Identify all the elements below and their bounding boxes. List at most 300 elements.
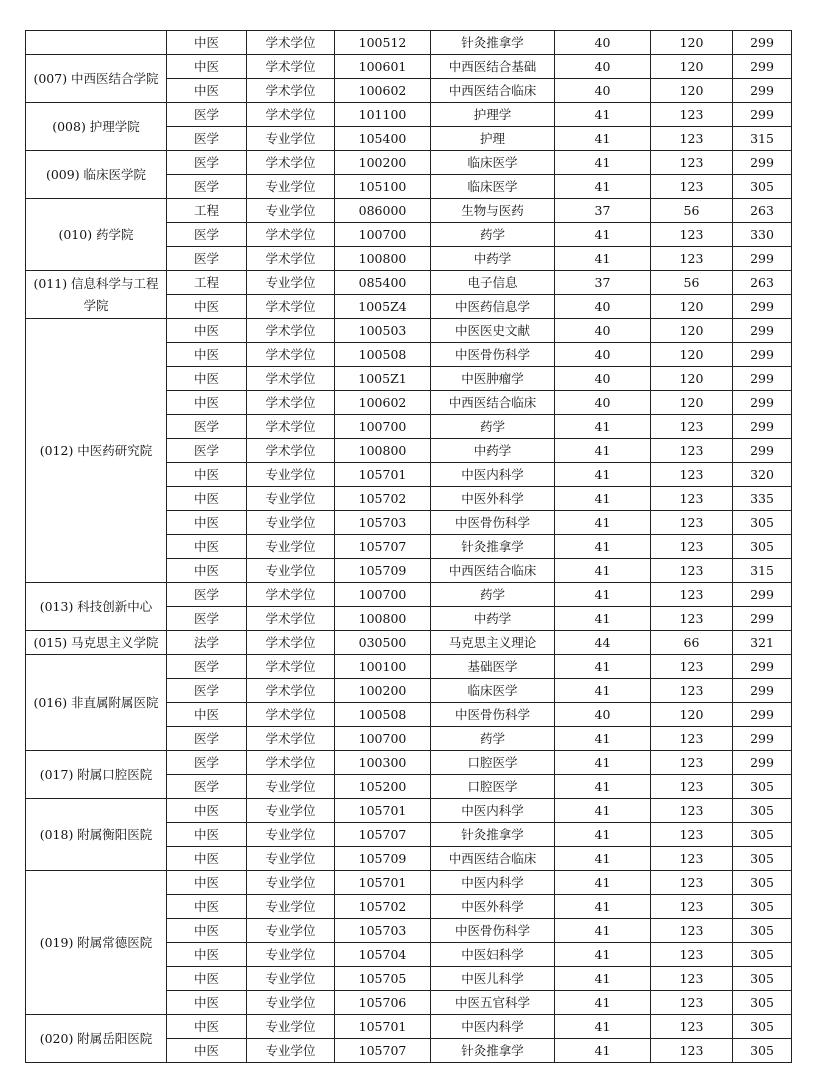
college-cell: (012) 中医药研究院 (26, 319, 167, 583)
total-score-cell: 299 (733, 679, 792, 703)
discipline-category-cell: 中医 (167, 295, 247, 319)
discipline-category-cell: 中医 (167, 463, 247, 487)
discipline-category-cell: 医学 (167, 247, 247, 271)
discipline-category-cell: 法学 (167, 631, 247, 655)
major-name-cell: 中西医结合临床 (431, 79, 555, 103)
discipline-category-cell: 医学 (167, 415, 247, 439)
table-body (26, 31, 792, 1063)
politics-english-score-cell: 41 (555, 919, 651, 943)
major-name-cell: 中医五官科学 (431, 991, 555, 1015)
politics-english-score-cell: 41 (555, 151, 651, 175)
major-code-cell: 105702 (335, 895, 431, 919)
total-score-cell: 299 (733, 343, 792, 367)
major-code-cell: 105704 (335, 943, 431, 967)
major-name-cell: 中医医史文献 (431, 319, 555, 343)
major-name-cell: 中医骨伤科学 (431, 919, 555, 943)
major-name-cell: 护理学 (431, 103, 555, 127)
major-name-cell: 临床医学 (431, 151, 555, 175)
major-name-cell: 临床医学 (431, 679, 555, 703)
degree-type-cell: 学术学位 (247, 247, 335, 271)
major-code-cell: 100700 (335, 583, 431, 607)
discipline-category-cell: 中医 (167, 871, 247, 895)
specialty-score-cell: 123 (651, 559, 733, 583)
major-name-cell: 中医妇科学 (431, 943, 555, 967)
college-cell: (015) 马克思主义学院 (26, 631, 167, 655)
specialty-score-cell: 123 (651, 967, 733, 991)
degree-type-cell: 学术学位 (247, 439, 335, 463)
major-name-cell: 中医骨伤科学 (431, 343, 555, 367)
degree-type-cell: 专业学位 (247, 1015, 335, 1039)
college-cell: (008) 护理学院 (26, 103, 167, 151)
total-score-cell: 305 (733, 823, 792, 847)
specialty-score-cell: 123 (651, 103, 733, 127)
major-code-cell: 100508 (335, 703, 431, 727)
politics-english-score-cell: 37 (555, 199, 651, 223)
specialty-score-cell: 123 (651, 583, 733, 607)
degree-type-cell: 专业学位 (247, 799, 335, 823)
specialty-score-cell: 123 (651, 1015, 733, 1039)
specialty-score-cell: 123 (651, 655, 733, 679)
politics-english-score-cell: 41 (555, 127, 651, 151)
specialty-score-cell: 56 (651, 271, 733, 295)
college-cell: (007) 中西医结合学院 (26, 55, 167, 103)
politics-english-score-cell: 41 (555, 895, 651, 919)
politics-english-score-cell: 40 (555, 391, 651, 415)
major-name-cell: 中医骨伤科学 (431, 511, 555, 535)
major-code-cell: 100100 (335, 655, 431, 679)
degree-type-cell: 学术学位 (247, 55, 335, 79)
discipline-category-cell: 中医 (167, 943, 247, 967)
discipline-category-cell: 中医 (167, 55, 247, 79)
politics-english-score-cell: 41 (555, 583, 651, 607)
specialty-score-cell: 123 (651, 775, 733, 799)
degree-type-cell: 学术学位 (247, 151, 335, 175)
specialty-score-cell: 123 (651, 151, 733, 175)
specialty-score-cell: 120 (651, 79, 733, 103)
degree-type-cell: 学术学位 (247, 751, 335, 775)
table-row (26, 655, 792, 679)
college-cell: (019) 附属常德医院 (26, 871, 167, 1015)
major-code-cell: 100800 (335, 607, 431, 631)
major-code-cell: 105702 (335, 487, 431, 511)
total-score-cell: 299 (733, 751, 792, 775)
specialty-score-cell: 120 (651, 319, 733, 343)
major-code-cell: 100300 (335, 751, 431, 775)
discipline-category-cell: 中医 (167, 559, 247, 583)
major-name-cell: 针灸推拿学 (431, 31, 555, 55)
specialty-score-cell: 123 (651, 175, 733, 199)
major-code-cell: 086000 (335, 199, 431, 223)
table-row (26, 31, 792, 55)
major-name-cell: 中医外科学 (431, 895, 555, 919)
major-name-cell: 口腔医学 (431, 775, 555, 799)
politics-english-score-cell: 41 (555, 607, 651, 631)
degree-type-cell: 学术学位 (247, 679, 335, 703)
total-score-cell: 320 (733, 463, 792, 487)
major-code-cell: 105706 (335, 991, 431, 1015)
major-code-cell: 105703 (335, 511, 431, 535)
table-row (26, 55, 792, 79)
major-name-cell: 护理 (431, 127, 555, 151)
total-score-cell: 321 (733, 631, 792, 655)
specialty-score-cell: 123 (651, 871, 733, 895)
specialty-score-cell: 120 (651, 343, 733, 367)
major-name-cell: 中西医结合临床 (431, 559, 555, 583)
total-score-cell: 299 (733, 439, 792, 463)
total-score-cell: 299 (733, 55, 792, 79)
total-score-cell: 305 (733, 967, 792, 991)
major-name-cell: 中医外科学 (431, 487, 555, 511)
politics-english-score-cell: 41 (555, 439, 651, 463)
specialty-score-cell: 120 (651, 295, 733, 319)
discipline-category-cell: 中医 (167, 1039, 247, 1063)
degree-type-cell: 专业学位 (247, 271, 335, 295)
specialty-score-cell: 123 (651, 679, 733, 703)
major-code-cell: 105701 (335, 871, 431, 895)
major-code-cell: 100602 (335, 79, 431, 103)
discipline-category-cell: 医学 (167, 679, 247, 703)
major-code-cell: 100700 (335, 727, 431, 751)
politics-english-score-cell: 41 (555, 751, 651, 775)
table-row (26, 799, 792, 823)
major-code-cell: 100700 (335, 223, 431, 247)
major-code-cell: 105701 (335, 463, 431, 487)
total-score-cell: 305 (733, 871, 792, 895)
major-code-cell: 101100 (335, 103, 431, 127)
discipline-category-cell: 中医 (167, 967, 247, 991)
degree-type-cell: 学术学位 (247, 631, 335, 655)
major-code-cell: 105701 (335, 799, 431, 823)
total-score-cell: 305 (733, 991, 792, 1015)
politics-english-score-cell: 41 (555, 871, 651, 895)
major-name-cell: 中医内科学 (431, 871, 555, 895)
discipline-category-cell: 中医 (167, 895, 247, 919)
specialty-score-cell: 123 (651, 751, 733, 775)
major-code-cell: 085400 (335, 271, 431, 295)
degree-type-cell: 专业学位 (247, 1039, 335, 1063)
major-code-cell: 100512 (335, 31, 431, 55)
degree-type-cell: 学术学位 (247, 703, 335, 727)
specialty-score-cell: 123 (651, 439, 733, 463)
table-row (26, 751, 792, 775)
college-cell: (018) 附属衡阳医院 (26, 799, 167, 871)
major-code-cell: 105703 (335, 919, 431, 943)
major-name-cell: 针灸推拿学 (431, 535, 555, 559)
discipline-category-cell: 中医 (167, 703, 247, 727)
politics-english-score-cell: 41 (555, 223, 651, 247)
discipline-category-cell: 工程 (167, 271, 247, 295)
degree-type-cell: 学术学位 (247, 319, 335, 343)
total-score-cell: 299 (733, 391, 792, 415)
major-name-cell: 中医内科学 (431, 1015, 555, 1039)
degree-type-cell: 学术学位 (247, 103, 335, 127)
specialty-score-cell: 123 (651, 895, 733, 919)
discipline-category-cell: 中医 (167, 1015, 247, 1039)
degree-type-cell: 学术学位 (247, 79, 335, 103)
politics-english-score-cell: 41 (555, 943, 651, 967)
major-name-cell: 针灸推拿学 (431, 823, 555, 847)
total-score-cell: 263 (733, 199, 792, 223)
total-score-cell: 305 (733, 847, 792, 871)
total-score-cell: 299 (733, 319, 792, 343)
total-score-cell: 299 (733, 367, 792, 391)
politics-english-score-cell: 40 (555, 295, 651, 319)
degree-type-cell: 专业学位 (247, 199, 335, 223)
degree-type-cell: 专业学位 (247, 871, 335, 895)
major-name-cell: 中药学 (431, 607, 555, 631)
major-name-cell: 中西医结合临床 (431, 391, 555, 415)
table-row (26, 271, 792, 295)
politics-english-score-cell: 41 (555, 799, 651, 823)
degree-type-cell: 专业学位 (247, 823, 335, 847)
major-name-cell: 中医肿瘤学 (431, 367, 555, 391)
major-code-cell: 100700 (335, 415, 431, 439)
major-name-cell: 中药学 (431, 247, 555, 271)
major-name-cell: 中医内科学 (431, 799, 555, 823)
degree-type-cell: 学术学位 (247, 727, 335, 751)
table-row (26, 151, 792, 175)
specialty-score-cell: 123 (651, 919, 733, 943)
major-name-cell: 生物与医药 (431, 199, 555, 223)
total-score-cell: 305 (733, 799, 792, 823)
discipline-category-cell: 中医 (167, 319, 247, 343)
politics-english-score-cell: 41 (555, 175, 651, 199)
degree-type-cell: 专业学位 (247, 919, 335, 943)
college-cell (26, 31, 167, 55)
degree-type-cell: 学术学位 (247, 223, 335, 247)
total-score-cell: 299 (733, 607, 792, 631)
discipline-category-cell: 中医 (167, 511, 247, 535)
major-name-cell: 中医儿科学 (431, 967, 555, 991)
college-cell: (009) 临床医学院 (26, 151, 167, 199)
major-code-cell: 100200 (335, 151, 431, 175)
specialty-score-cell: 123 (651, 943, 733, 967)
specialty-score-cell: 123 (651, 991, 733, 1015)
major-name-cell: 药学 (431, 727, 555, 751)
table-row (26, 583, 792, 607)
specialty-score-cell: 123 (651, 127, 733, 151)
degree-type-cell: 专业学位 (247, 463, 335, 487)
major-code-cell: 100508 (335, 343, 431, 367)
total-score-cell: 305 (733, 943, 792, 967)
specialty-score-cell: 123 (651, 823, 733, 847)
major-name-cell: 中药学 (431, 439, 555, 463)
specialty-score-cell: 123 (651, 223, 733, 247)
politics-english-score-cell: 40 (555, 79, 651, 103)
degree-type-cell: 专业学位 (247, 535, 335, 559)
total-score-cell: 305 (733, 511, 792, 535)
total-score-cell: 299 (733, 151, 792, 175)
specialty-score-cell: 120 (651, 703, 733, 727)
discipline-category-cell: 中医 (167, 391, 247, 415)
degree-type-cell: 专业学位 (247, 967, 335, 991)
major-name-cell: 药学 (431, 415, 555, 439)
major-code-cell: 105705 (335, 967, 431, 991)
discipline-category-cell: 医学 (167, 223, 247, 247)
discipline-category-cell: 工程 (167, 199, 247, 223)
degree-type-cell: 专业学位 (247, 487, 335, 511)
major-name-cell: 中医内科学 (431, 463, 555, 487)
specialty-score-cell: 120 (651, 55, 733, 79)
discipline-category-cell: 中医 (167, 487, 247, 511)
total-score-cell: 305 (733, 895, 792, 919)
table-row (26, 631, 792, 655)
college-cell: (013) 科技创新中心 (26, 583, 167, 631)
total-score-cell: 305 (733, 1039, 792, 1063)
major-code-cell: 105100 (335, 175, 431, 199)
politics-english-score-cell: 41 (555, 247, 651, 271)
discipline-category-cell: 中医 (167, 991, 247, 1015)
specialty-score-cell: 123 (651, 607, 733, 631)
major-code-cell: 105709 (335, 847, 431, 871)
politics-english-score-cell: 41 (555, 463, 651, 487)
major-name-cell: 中医药信息学 (431, 295, 555, 319)
college-cell: (010) 药学院 (26, 199, 167, 271)
discipline-category-cell: 医学 (167, 607, 247, 631)
specialty-score-cell: 123 (651, 487, 733, 511)
specialty-score-cell: 123 (651, 847, 733, 871)
discipline-category-cell: 中医 (167, 535, 247, 559)
politics-english-score-cell: 41 (555, 847, 651, 871)
politics-english-score-cell: 41 (555, 415, 651, 439)
politics-english-score-cell: 41 (555, 535, 651, 559)
total-score-cell: 299 (733, 655, 792, 679)
major-name-cell: 药学 (431, 583, 555, 607)
specialty-score-cell: 123 (651, 799, 733, 823)
discipline-category-cell: 中医 (167, 799, 247, 823)
politics-english-score-cell: 40 (555, 703, 651, 727)
degree-type-cell: 专业学位 (247, 895, 335, 919)
politics-english-score-cell: 41 (555, 727, 651, 751)
discipline-category-cell: 中医 (167, 79, 247, 103)
degree-type-cell: 专业学位 (247, 175, 335, 199)
specialty-score-cell: 123 (651, 511, 733, 535)
major-name-cell: 中西医结合基础 (431, 55, 555, 79)
total-score-cell: 299 (733, 103, 792, 127)
college-cell: (011) 信息科学与工程学院 (26, 271, 167, 319)
politics-english-score-cell: 44 (555, 631, 651, 655)
discipline-category-cell: 中医 (167, 367, 247, 391)
degree-type-cell: 专业学位 (247, 775, 335, 799)
discipline-category-cell: 医学 (167, 439, 247, 463)
degree-type-cell: 学术学位 (247, 367, 335, 391)
specialty-score-cell: 123 (651, 247, 733, 271)
total-score-cell: 315 (733, 127, 792, 151)
major-name-cell: 口腔医学 (431, 751, 555, 775)
discipline-category-cell: 中医 (167, 823, 247, 847)
major-code-cell: 100601 (335, 55, 431, 79)
politics-english-score-cell: 40 (555, 55, 651, 79)
major-code-cell: 030500 (335, 631, 431, 655)
politics-english-score-cell: 41 (555, 103, 651, 127)
major-code-cell: 105707 (335, 823, 431, 847)
specialty-score-cell: 120 (651, 31, 733, 55)
discipline-category-cell: 医学 (167, 127, 247, 151)
major-code-cell: 105200 (335, 775, 431, 799)
degree-type-cell: 专业学位 (247, 847, 335, 871)
total-score-cell: 299 (733, 415, 792, 439)
total-score-cell: 299 (733, 583, 792, 607)
total-score-cell: 330 (733, 223, 792, 247)
total-score-cell: 335 (733, 487, 792, 511)
total-score-cell: 299 (733, 247, 792, 271)
specialty-score-cell: 123 (651, 415, 733, 439)
politics-english-score-cell: 41 (555, 823, 651, 847)
politics-english-score-cell: 40 (555, 319, 651, 343)
degree-type-cell: 学术学位 (247, 31, 335, 55)
total-score-cell: 305 (733, 175, 792, 199)
politics-english-score-cell: 41 (555, 655, 651, 679)
discipline-category-cell: 医学 (167, 583, 247, 607)
specialty-score-cell: 123 (651, 727, 733, 751)
politics-english-score-cell: 41 (555, 559, 651, 583)
degree-type-cell: 学术学位 (247, 655, 335, 679)
degree-type-cell: 学术学位 (247, 295, 335, 319)
politics-english-score-cell: 41 (555, 487, 651, 511)
discipline-category-cell: 中医 (167, 847, 247, 871)
score-table (25, 30, 792, 1063)
degree-type-cell: 专业学位 (247, 511, 335, 535)
total-score-cell: 305 (733, 919, 792, 943)
table-row (26, 1015, 792, 1039)
degree-type-cell: 学术学位 (247, 391, 335, 415)
major-code-cell: 105709 (335, 559, 431, 583)
degree-type-cell: 学术学位 (247, 583, 335, 607)
discipline-category-cell: 中医 (167, 919, 247, 943)
specialty-score-cell: 123 (651, 535, 733, 559)
major-code-cell: 100800 (335, 439, 431, 463)
politics-english-score-cell: 40 (555, 31, 651, 55)
discipline-category-cell: 医学 (167, 727, 247, 751)
politics-english-score-cell: 40 (555, 367, 651, 391)
discipline-category-cell: 医学 (167, 655, 247, 679)
specialty-score-cell: 66 (651, 631, 733, 655)
total-score-cell: 305 (733, 775, 792, 799)
specialty-score-cell: 120 (651, 367, 733, 391)
major-name-cell: 电子信息 (431, 271, 555, 295)
specialty-score-cell: 120 (651, 391, 733, 415)
degree-type-cell: 学术学位 (247, 607, 335, 631)
major-code-cell: 100200 (335, 679, 431, 703)
total-score-cell: 305 (733, 535, 792, 559)
major-name-cell: 药学 (431, 223, 555, 247)
degree-type-cell: 学术学位 (247, 343, 335, 367)
college-cell: (017) 附属口腔医院 (26, 751, 167, 799)
politics-english-score-cell: 41 (555, 775, 651, 799)
major-name-cell: 中西医结合临床 (431, 847, 555, 871)
politics-english-score-cell: 41 (555, 1039, 651, 1063)
major-name-cell: 基础医学 (431, 655, 555, 679)
major-code-cell: 1005Z1 (335, 367, 431, 391)
politics-english-score-cell: 41 (555, 991, 651, 1015)
major-code-cell: 105701 (335, 1015, 431, 1039)
degree-type-cell: 专业学位 (247, 943, 335, 967)
degree-type-cell: 专业学位 (247, 127, 335, 151)
specialty-score-cell: 56 (651, 199, 733, 223)
college-cell: (016) 非直属附属医院 (26, 655, 167, 751)
discipline-category-cell: 医学 (167, 175, 247, 199)
major-code-cell: 100602 (335, 391, 431, 415)
discipline-category-cell: 医学 (167, 775, 247, 799)
college-cell: (020) 附属岳阳医院 (26, 1015, 167, 1063)
specialty-score-cell: 123 (651, 1039, 733, 1063)
major-code-cell: 100503 (335, 319, 431, 343)
table-row (26, 199, 792, 223)
discipline-category-cell: 中医 (167, 343, 247, 367)
discipline-category-cell: 医学 (167, 151, 247, 175)
total-score-cell: 299 (733, 703, 792, 727)
politics-english-score-cell: 37 (555, 271, 651, 295)
